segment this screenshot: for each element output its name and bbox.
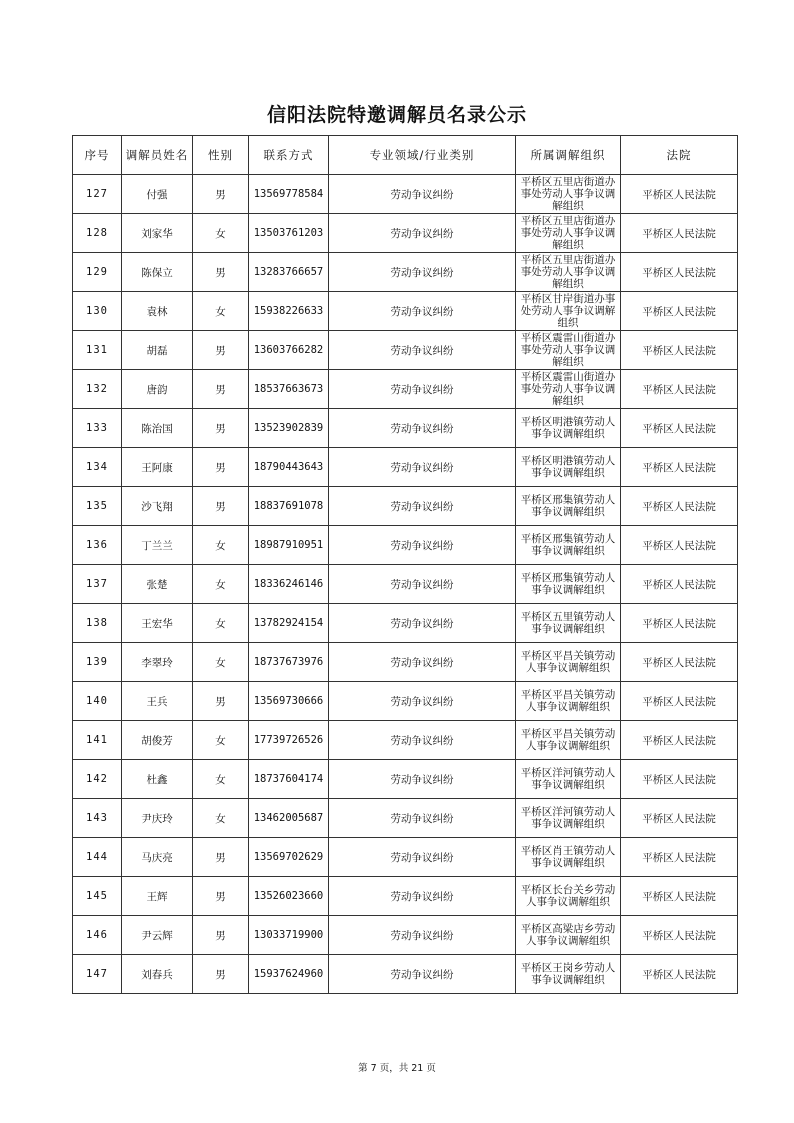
organization-cell: 平桥区明港镇劳动人事争议调解组织	[516, 409, 621, 448]
field-cell: 劳动争议纠纷	[329, 253, 516, 292]
organization-cell: 平桥区洋河镇劳动人事争议调解组织	[516, 799, 621, 838]
table-row	[73, 721, 738, 760]
field-cell: 劳动争议纠纷	[329, 916, 516, 955]
serial-cell: 144	[73, 838, 122, 877]
organization-cell: 平桥区洋河镇劳动人事争议调解组织	[516, 760, 621, 799]
phone-cell: 18790443643	[249, 448, 329, 487]
gender-cell: 男	[193, 253, 249, 292]
phone-cell: 18537663673	[249, 370, 329, 409]
serial-cell: 145	[73, 877, 122, 916]
mediator-name-cell: 尹云辉	[122, 916, 193, 955]
court-cell: 平桥区人民法院	[621, 214, 738, 253]
phone-cell: 13782924154	[249, 604, 329, 643]
gender-cell: 女	[193, 565, 249, 604]
court-cell: 平桥区人民法院	[621, 175, 738, 214]
court-cell: 平桥区人民法院	[621, 604, 738, 643]
serial-cell: 141	[73, 721, 122, 760]
table-row	[73, 487, 738, 526]
phone-cell: 18737673976	[249, 643, 329, 682]
serial-cell: 138	[73, 604, 122, 643]
field-cell: 劳动争议纠纷	[329, 682, 516, 721]
gender-cell: 男	[193, 955, 249, 994]
field-cell: 劳动争议纠纷	[329, 292, 516, 331]
gender-cell: 男	[193, 916, 249, 955]
gender-cell: 男	[193, 175, 249, 214]
field-cell: 劳动争议纠纷	[329, 409, 516, 448]
mediator-name-cell: 马庆亮	[122, 838, 193, 877]
court-cell: 平桥区人民法院	[621, 331, 738, 370]
court-cell: 平桥区人民法院	[621, 643, 738, 682]
phone-cell: 13603766282	[249, 331, 329, 370]
organization-cell: 平桥区肖王镇劳动人事争议调解组织	[516, 838, 621, 877]
serial-cell: 132	[73, 370, 122, 409]
mediator-name-cell: 刘家华	[122, 214, 193, 253]
table-body	[73, 175, 738, 994]
serial-cell: 147	[73, 955, 122, 994]
mediator-name-cell: 付强	[122, 175, 193, 214]
table-row	[73, 175, 738, 214]
table-row	[73, 604, 738, 643]
phone-cell: 18987910951	[249, 526, 329, 565]
phone-cell: 13526023660	[249, 877, 329, 916]
table-row	[73, 955, 738, 994]
field-cell: 劳动争议纠纷	[329, 175, 516, 214]
serial-cell: 139	[73, 643, 122, 682]
gender-cell: 女	[193, 721, 249, 760]
field-cell: 劳动争议纠纷	[329, 370, 516, 409]
court-cell: 平桥区人民法院	[621, 565, 738, 604]
serial-cell: 129	[73, 253, 122, 292]
table-row	[73, 253, 738, 292]
mediator-name-cell: 王阿康	[122, 448, 193, 487]
table-row	[73, 799, 738, 838]
gender-cell: 女	[193, 799, 249, 838]
table-row	[73, 526, 738, 565]
gender-cell: 女	[193, 760, 249, 799]
organization-cell: 平桥区邢集镇劳动人事争议调解组织	[516, 565, 621, 604]
mediator-name-cell: 张楚	[122, 565, 193, 604]
gender-cell: 女	[193, 604, 249, 643]
court-cell: 平桥区人民法院	[621, 487, 738, 526]
court-cell: 平桥区人民法院	[621, 370, 738, 409]
phone-cell: 13462005687	[249, 799, 329, 838]
table-row	[73, 565, 738, 604]
table-row	[73, 331, 738, 370]
field-cell: 劳动争议纠纷	[329, 526, 516, 565]
court-cell: 平桥区人民法院	[621, 721, 738, 760]
organization-cell: 平桥区震雷山街道办事处劳动人事争议调解组织	[516, 370, 621, 409]
court-cell: 平桥区人民法院	[621, 916, 738, 955]
organization-cell: 平桥区五里镇劳动人事争议调解组织	[516, 604, 621, 643]
phone-cell: 13283766657	[249, 253, 329, 292]
mediator-name-cell: 王兵	[122, 682, 193, 721]
gender-cell: 女	[193, 214, 249, 253]
header-organization: 所属调解组织	[516, 136, 621, 175]
phone-cell: 13503761203	[249, 214, 329, 253]
court-cell: 平桥区人民法院	[621, 799, 738, 838]
header-court: 法院	[621, 136, 738, 175]
organization-cell: 平桥区平昌关镇劳动人事争议调解组织	[516, 643, 621, 682]
header-contact: 联系方式	[249, 136, 329, 175]
court-cell: 平桥区人民法院	[621, 877, 738, 916]
field-cell: 劳动争议纠纷	[329, 214, 516, 253]
field-cell: 劳动争议纠纷	[329, 955, 516, 994]
organization-cell: 平桥区王岗乡劳动人事争议调解组织	[516, 955, 621, 994]
serial-cell: 137	[73, 565, 122, 604]
organization-cell: 平桥区邢集镇劳动人事争议调解组织	[516, 526, 621, 565]
organization-cell: 平桥区平昌关镇劳动人事争议调解组织	[516, 682, 621, 721]
field-cell: 劳动争议纠纷	[329, 799, 516, 838]
field-cell: 劳动争议纠纷	[329, 643, 516, 682]
mediator-name-cell: 陈保立	[122, 253, 193, 292]
table-row	[73, 877, 738, 916]
court-cell: 平桥区人民法院	[621, 409, 738, 448]
table-row	[73, 643, 738, 682]
table-row	[73, 760, 738, 799]
table-row	[73, 838, 738, 877]
organization-cell: 平桥区平昌关镇劳动人事争议调解组织	[516, 721, 621, 760]
gender-cell: 男	[193, 409, 249, 448]
field-cell: 劳动争议纠纷	[329, 565, 516, 604]
mediator-name-cell: 袁林	[122, 292, 193, 331]
phone-cell: 18737604174	[249, 760, 329, 799]
table-row	[73, 916, 738, 955]
mediator-name-cell: 唐韵	[122, 370, 193, 409]
field-cell: 劳动争议纠纷	[329, 877, 516, 916]
gender-cell: 女	[193, 292, 249, 331]
gender-cell: 男	[193, 370, 249, 409]
gender-cell: 女	[193, 526, 249, 565]
serial-cell: 146	[73, 916, 122, 955]
mediator-name-cell: 胡磊	[122, 331, 193, 370]
table-row	[73, 214, 738, 253]
mediator-name-cell: 刘春兵	[122, 955, 193, 994]
phone-cell: 18336246146	[249, 565, 329, 604]
serial-cell: 134	[73, 448, 122, 487]
gender-cell: 女	[193, 643, 249, 682]
serial-cell: 135	[73, 487, 122, 526]
serial-cell: 127	[73, 175, 122, 214]
field-cell: 劳动争议纠纷	[329, 487, 516, 526]
organization-cell: 平桥区五里店街道办事处劳动人事争议调解组织	[516, 175, 621, 214]
mediator-name-cell: 杜鑫	[122, 760, 193, 799]
phone-cell: 18837691078	[249, 487, 329, 526]
phone-cell: 13569702629	[249, 838, 329, 877]
page-title: 信阳法院特邀调解员名录公示	[266, 104, 527, 126]
table-row	[73, 409, 738, 448]
serial-cell: 136	[73, 526, 122, 565]
table-row	[73, 682, 738, 721]
header-gender: 性别	[193, 136, 249, 175]
mediator-name-cell: 王宏华	[122, 604, 193, 643]
court-cell: 平桥区人民法院	[621, 838, 738, 877]
court-cell: 平桥区人民法院	[621, 682, 738, 721]
phone-cell: 13569730666	[249, 682, 329, 721]
gender-cell: 男	[193, 682, 249, 721]
court-cell: 平桥区人民法院	[621, 448, 738, 487]
organization-cell: 平桥区震雷山街道办事处劳动人事争议调解组织	[516, 331, 621, 370]
court-cell: 平桥区人民法院	[621, 526, 738, 565]
mediator-name-cell: 胡俊芳	[122, 721, 193, 760]
serial-cell: 128	[73, 214, 122, 253]
phone-cell: 13569778584	[249, 175, 329, 214]
gender-cell: 男	[193, 487, 249, 526]
mediator-table	[72, 135, 738, 994]
field-cell: 劳动争议纠纷	[329, 604, 516, 643]
mediator-name-cell: 李翠玲	[122, 643, 193, 682]
field-cell: 劳动争议纠纷	[329, 721, 516, 760]
serial-cell: 133	[73, 409, 122, 448]
header-serial: 序号	[73, 136, 122, 175]
court-cell: 平桥区人民法院	[621, 292, 738, 331]
serial-cell: 130	[73, 292, 122, 331]
organization-cell: 平桥区明港镇劳动人事争议调解组织	[516, 448, 621, 487]
mediator-name-cell: 丁兰兰	[122, 526, 193, 565]
serial-cell: 143	[73, 799, 122, 838]
court-cell: 平桥区人民法院	[621, 955, 738, 994]
organization-cell: 平桥区长台关乡劳动人事争议调解组织	[516, 877, 621, 916]
serial-cell: 142	[73, 760, 122, 799]
gender-cell: 男	[193, 448, 249, 487]
phone-cell: 17739726526	[249, 721, 329, 760]
gender-cell: 男	[193, 877, 249, 916]
mediator-name-cell: 尹庆玲	[122, 799, 193, 838]
field-cell: 劳动争议纠纷	[329, 331, 516, 370]
field-cell: 劳动争议纠纷	[329, 838, 516, 877]
court-cell: 平桥区人民法院	[621, 253, 738, 292]
field-cell: 劳动争议纠纷	[329, 760, 516, 799]
header-field: 专业领域/行业类别	[329, 136, 516, 175]
table-row	[73, 370, 738, 409]
organization-cell: 平桥区五里店街道办事处劳动人事争议调解组织	[516, 214, 621, 253]
header-mediator-name: 调解员姓名	[122, 136, 193, 175]
table-row	[73, 292, 738, 331]
table-header-row	[73, 136, 738, 175]
phone-cell: 15938226633	[249, 292, 329, 331]
phone-cell: 15937624960	[249, 955, 329, 994]
phone-cell: 13033719900	[249, 916, 329, 955]
serial-cell: 131	[73, 331, 122, 370]
mediator-name-cell: 陈治国	[122, 409, 193, 448]
table-row	[73, 448, 738, 487]
gender-cell: 男	[193, 331, 249, 370]
court-cell: 平桥区人民法院	[621, 760, 738, 799]
field-cell: 劳动争议纠纷	[329, 448, 516, 487]
gender-cell: 男	[193, 838, 249, 877]
serial-cell: 140	[73, 682, 122, 721]
organization-cell: 平桥区高梁店乡劳动人事争议调解组织	[516, 916, 621, 955]
organization-cell: 平桥区甘岸街道办事处劳动人事争议调解组织	[516, 292, 621, 331]
mediator-name-cell: 沙飞翔	[122, 487, 193, 526]
mediator-name-cell: 王辉	[122, 877, 193, 916]
phone-cell: 13523902839	[249, 409, 329, 448]
organization-cell: 平桥区邢集镇劳动人事争议调解组织	[516, 487, 621, 526]
organization-cell: 平桥区五里店街道办事处劳动人事争议调解组织	[516, 253, 621, 292]
page-footer: 第 7 页，共 21 页	[358, 1063, 436, 1074]
